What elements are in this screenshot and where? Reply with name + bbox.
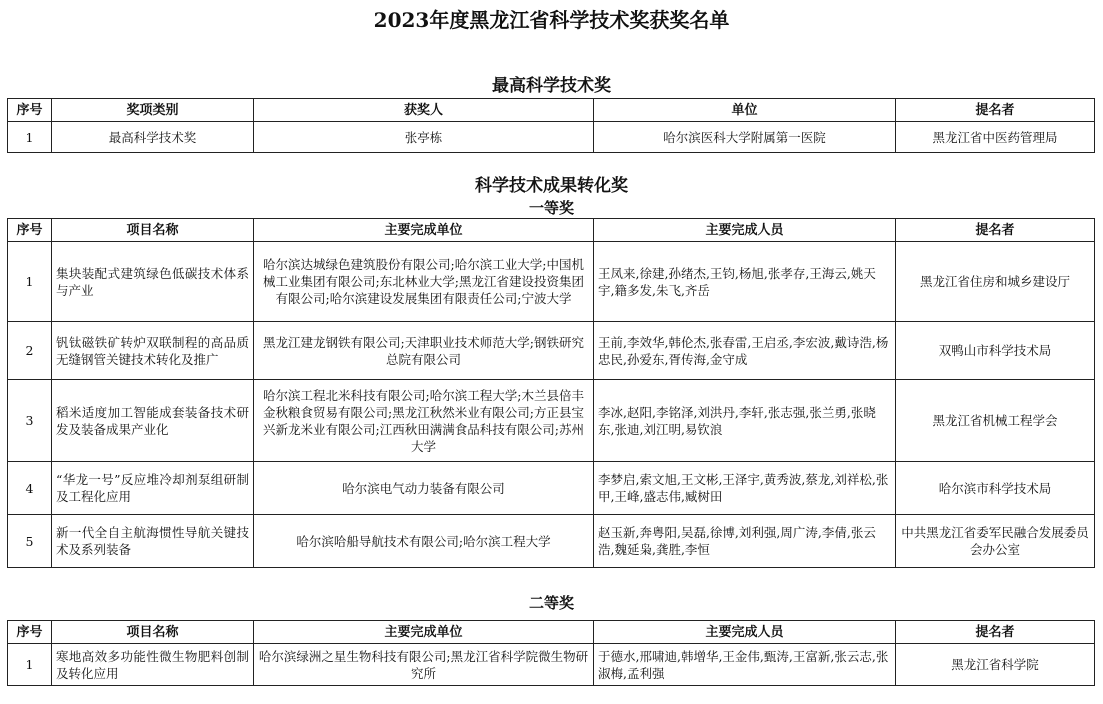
cell-units: 哈尔滨工程北米科技有限公司;哈尔滨工程大学;木兰县倍丰金秋粮食贸易有限公司;黑龙江秋然米业有限公司;方正县宝兴新龙米业有限公司;江西秋田满满食品科技有限公司;苏州大学 bbox=[254, 380, 594, 462]
col-header-units: 主要完成单位 bbox=[254, 621, 594, 644]
col-header-persons: 主要完成人员 bbox=[594, 219, 896, 242]
cell-project: 稻米适度加工智能成套装备技术研发及装备成果产业化 bbox=[52, 380, 254, 462]
col-header-persons: 主要完成人员 bbox=[594, 621, 896, 644]
cell-units: 哈尔滨达城绿色建筑股份有限公司;哈尔滨工业大学;中国机械工业集团有限公司;东北林业大学;黑龙江省建设投资集团有限公司;哈尔滨建设发展集团有限责任公司;宁波大学 bbox=[254, 242, 594, 322]
col-header-units: 主要完成单位 bbox=[254, 219, 594, 242]
cell-index: 1 bbox=[8, 242, 52, 322]
section-title-top-award: 最高科学技术奖 bbox=[492, 76, 611, 96]
cell-nominator: 哈尔滨市科学技术局 bbox=[896, 462, 1095, 515]
page-title: 2023年度黑龙江省科学技术奖获奖名单 bbox=[373, 8, 730, 32]
col-header-nominator: 提名者 bbox=[896, 99, 1095, 122]
table-row bbox=[8, 122, 1095, 153]
cell-persons: 李梦启,索文旭,王文彬,王泽宇,黄秀波,蔡龙,刘祥松,张甲,王峰,盛志伟,臧树田 bbox=[594, 462, 896, 515]
section-title-transformation: 科学技术成果转化奖 bbox=[475, 176, 628, 196]
cell-units: 哈尔滨绿洲之星生物科技有限公司;黑龙江省科学院微生物研究所 bbox=[254, 644, 594, 686]
first-prize-table bbox=[7, 218, 1095, 568]
cell-persons: 王凤来,徐建,孙绪杰,王钧,杨旭,张孝存,王海云,姚天宇,籍多发,朱飞,齐岳 bbox=[594, 242, 896, 322]
cell-winner: 张亭栋 bbox=[254, 122, 594, 153]
second-prize-table bbox=[7, 620, 1095, 686]
col-header-index: 序号 bbox=[8, 621, 52, 644]
col-header-nominator: 提名者 bbox=[896, 219, 1095, 242]
cell-project: 集块装配式建筑绿色低碳技术体系与产业 bbox=[52, 242, 254, 322]
second-prize-title: 二等奖 bbox=[528, 594, 574, 612]
col-header-index: 序号 bbox=[8, 219, 52, 242]
table-row bbox=[8, 242, 1095, 322]
cell-project: 新一代全自主航海惯性导航关键技术及系列装备 bbox=[52, 515, 254, 568]
cell-index: 5 bbox=[8, 515, 52, 568]
cell-nominator: 中共黑龙江省委军民融合发展委员会办公室 bbox=[896, 515, 1095, 568]
cell-units: 黑龙江建龙钢铁有限公司;天津职业技术师范大学;钢铁研究总院有限公司 bbox=[254, 322, 594, 380]
cell-persons: 李冰,赵阳,李铭泽,刘洪丹,李轩,张志强,张兰勇,张晓东,张迪,刘江明,易钦浪 bbox=[594, 380, 896, 462]
table-row bbox=[8, 380, 1095, 462]
cell-nominator: 黑龙江省中医药管理局 bbox=[896, 122, 1095, 153]
cell-project: 寒地高效多功能性微生物肥料创制及转化应用 bbox=[52, 644, 254, 686]
col-header-category: 奖项类别 bbox=[52, 99, 254, 122]
cell-units: 哈尔滨哈船导航技术有限公司;哈尔滨工程大学 bbox=[254, 515, 594, 568]
col-header-unit: 单位 bbox=[594, 99, 896, 122]
col-header-index: 序号 bbox=[8, 99, 52, 122]
table-row bbox=[8, 322, 1095, 380]
cell-persons: 赵玉新,奔粤阳,吴磊,徐博,刘利强,周广涛,李倩,张云浩,魏延枭,龚胜,李恒 bbox=[594, 515, 896, 568]
table-header-row bbox=[8, 219, 1095, 242]
top-award-table bbox=[7, 98, 1095, 153]
table-header-row bbox=[8, 621, 1095, 644]
col-header-project: 项目名称 bbox=[52, 219, 254, 242]
cell-nominator: 黑龙江省科学院 bbox=[896, 644, 1095, 686]
cell-nominator: 黑龙江省机械工程学会 bbox=[896, 380, 1095, 462]
table-row bbox=[8, 644, 1095, 686]
cell-index: 4 bbox=[8, 462, 52, 515]
table-row bbox=[8, 462, 1095, 515]
cell-project: 钒钛磁铁矿转炉双联制程的高品质无缝钢管关键技术转化及推广 bbox=[52, 322, 254, 380]
cell-nominator: 黑龙江省住房和城乡建设厅 bbox=[896, 242, 1095, 322]
cell-index: 1 bbox=[8, 122, 52, 153]
col-header-project: 项目名称 bbox=[52, 621, 254, 644]
first-prize-title: 一等奖 bbox=[528, 199, 574, 217]
cell-project: “华龙一号”反应堆冷却剂泵组研制及工程化应用 bbox=[52, 462, 254, 515]
cell-persons: 王前,李效华,韩伦杰,张春雷,王启丞,李宏波,戴诗浩,杨忠民,孙爱东,胥传海,金守成 bbox=[594, 322, 896, 380]
cell-units: 哈尔滨电气动力装备有限公司 bbox=[254, 462, 594, 515]
cell-unit: 哈尔滨医科大学附属第一医院 bbox=[594, 122, 896, 153]
table-row bbox=[8, 515, 1095, 568]
table-header-row bbox=[8, 99, 1095, 122]
cell-index: 1 bbox=[8, 644, 52, 686]
cell-category: 最高科学技术奖 bbox=[52, 122, 254, 153]
cell-persons: 于德水,邢啸迪,韩增华,王金伟,甄涛,王富新,张云志,张淑梅,孟利强 bbox=[594, 644, 896, 686]
col-header-nominator: 提名者 bbox=[896, 621, 1095, 644]
cell-index: 3 bbox=[8, 380, 52, 462]
cell-nominator: 双鸭山市科学技术局 bbox=[896, 322, 1095, 380]
cell-index: 2 bbox=[8, 322, 52, 380]
col-header-winner: 获奖人 bbox=[254, 99, 594, 122]
